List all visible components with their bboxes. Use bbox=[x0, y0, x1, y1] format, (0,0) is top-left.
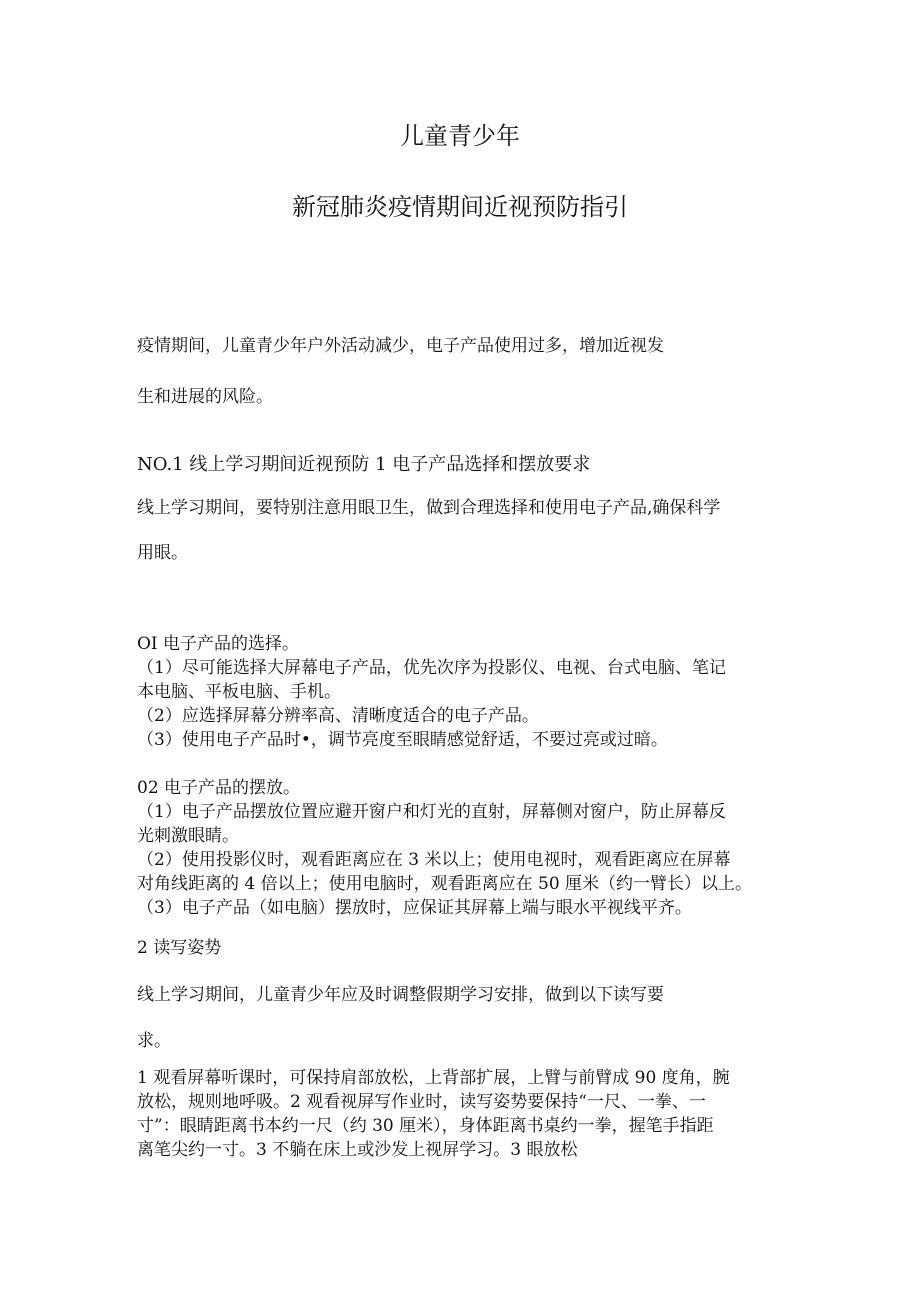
selection-item2: （2）应选择屏幕分辨率高、清晰度适合的电子产品。 bbox=[137, 706, 539, 726]
section2-body-line2: 放松，规则地呼吸。2 观看视屏写作业时，读写姿势要保持“一尺、一拳、一 bbox=[137, 1092, 706, 1112]
selection-item1-line1: （1）尽可能选择大屏幕电子产品，优先次序为投影仪、电视、台式电脑、笔记 bbox=[137, 658, 726, 678]
intro-line2: 生和进展的风险。 bbox=[137, 387, 273, 407]
section2-body-line4: 离笔尖约一寸。3 不躺在床上或沙发上视屏学习。3 眼放松 bbox=[137, 1140, 578, 1160]
document-title-line1: 儿童青少年 bbox=[400, 122, 520, 150]
selection-item1-line2: 本电脑、平板电脑、手机。 bbox=[137, 682, 341, 702]
placement-item2-line1: （2）使用投影仪时，观看距离应在 3 米以上；使用电视时，观看距离应在屏幕 bbox=[137, 850, 731, 870]
intro-line1: 疫情期间，儿童青少年户外活动减少，电子产品使用过多，增加近视发 bbox=[137, 336, 664, 356]
placement-heading: 02 电子产品的摆放。 bbox=[137, 778, 301, 798]
section2-paragraph-line2: 求。 bbox=[137, 1031, 171, 1051]
document-title-line2: 新冠肺炎疫情期间近视预防指引 bbox=[292, 193, 628, 221]
section1-heading: NO.1 线上学习期间近视预防 1 电子产品选择和摆放要求 bbox=[137, 454, 591, 475]
section2-body-line3: 寸”：眼睛距离书本约一尺（约 30 厘米），身体距离书桌约一拳，握笔手指距 bbox=[137, 1116, 714, 1136]
section1-paragraph-line1: 线上学习期间，要特别注意用眼卫生，做到合理选择和使用电子产品,确保科学 bbox=[137, 498, 721, 518]
section2-paragraph-line1: 线上学习期间，儿童青少年应及时调整假期学习安排，做到以下读写要 bbox=[137, 985, 664, 1005]
placement-item1-line1: （1）电子产品摆放位置应避开窗户和灯光的直射，屏幕侧对窗户，防止屏幕反 bbox=[137, 802, 726, 822]
section1-paragraph-line2: 用眼。 bbox=[137, 543, 188, 563]
section2-body-line1: 1 观看屏幕听课时，可保持肩部放松，上背部扩展，上臂与前臂成 90 度角，腕 bbox=[137, 1068, 730, 1088]
section2-heading: 2 读写姿势 bbox=[137, 938, 222, 958]
selection-heading: OI 电子产品的选择。 bbox=[137, 634, 300, 654]
placement-item3: （3）电子产品（如电脑）摆放时，应保证其屏幕上端与眼水平视线平齐。 bbox=[137, 898, 692, 918]
placement-item2-line2: 对角线距离的 4 倍以上；使用电脑时，观看距离应在 50 厘米（约一臂长）以上。 bbox=[137, 874, 753, 894]
selection-item3: （3）使用电子产品时•，调节亮度至眼睛感觉舒适，不要过亮或过暗。 bbox=[137, 730, 668, 750]
placement-item1-line2: 光刺激眼睛。 bbox=[137, 826, 239, 846]
